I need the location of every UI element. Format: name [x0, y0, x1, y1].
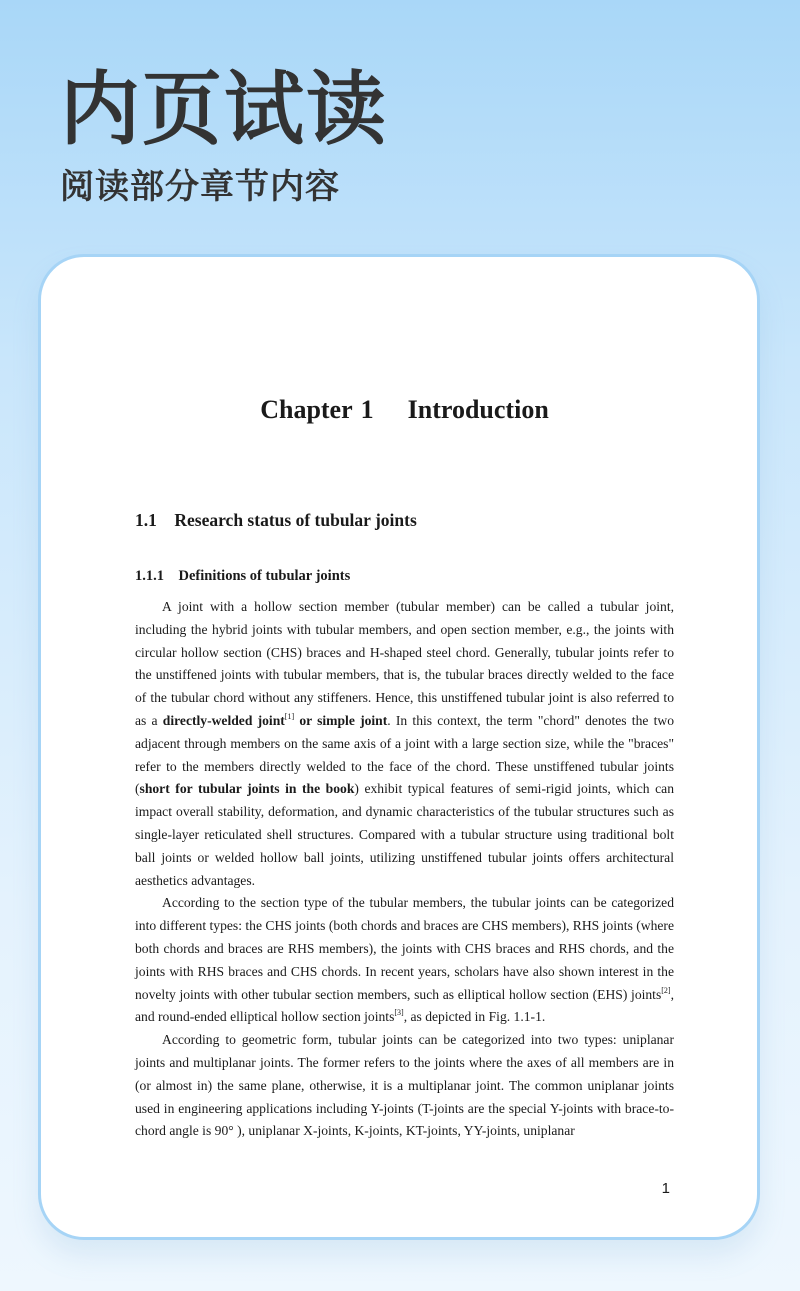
bold-term: short for tubular joints in the book: [139, 781, 355, 797]
bold-term: or simple joint: [294, 712, 388, 728]
citation-ref: [1]: [284, 711, 295, 721]
banner-subtitle: 阅读部分章节内容: [60, 167, 340, 207]
text-run: , as depicted in Fig. 1.1-1.: [403, 1009, 546, 1025]
bold-term: directly-welded joint: [162, 712, 285, 728]
text-run: . In this context, the term "chord" denotes the two adjacent through members on the same axis of a joint with a large section size, while the "braces" refer to the members directly welded to the face of the chord. These unstiffened tubular joints (: [135, 712, 675, 797]
chapter-title: Chapter 1 Introduction: [260, 395, 549, 424]
text-run: ) exhibit typical features of semi-rigid joints, which can impact overall stability, deformation, and dynamic characteristics of the tubular structures such as single-layer reticulated shell structures. Compared with a tubular structure using traditional bolt ball joints or welded hollow ball joints, utilizing unstiffened tubular joints offers architectural aesthetics advantages.: [135, 781, 674, 888]
body-text: [135, 596, 674, 1143]
paragraph: [135, 892, 674, 1029]
text-run: A joint with a hollow section member (tubular member) can be called a tubular joint, including the hybrid joints with tubular members, and open section member, e.g., the joints with circular hollow section (CHS) braces and H-shaped steel chord. Generally, tubular joints refer to the unstiffened joints with tubular members, that is, the tubular braces directly welded to the face of the tubular chord without any stiffeners. Hence, this unstiffened tubular joint is also referred to as a: [135, 599, 674, 728]
citation-ref: [3]: [394, 1008, 404, 1018]
subsection-title: 1.1.1 Definitions of tubular joints: [135, 568, 351, 584]
text-run: According to the section type of the tubular members, the tubular joints can be categorized into different types: the CHS joints (both chords and braces are CHS members), RHS joints (where both chords and braces are RHS members), the joints with CHS braces and RHS chords, and the joints with RHS braces and CHS chords. In recent years, scholars have also shown interest in the novelty joints with other tubular section members, such as elliptical hollow section (EHS) joints: [135, 895, 674, 1002]
paragraph: [135, 596, 674, 892]
citation-ref: [2]: [661, 985, 671, 995]
section-title: 1.1 Research status of tubular joints: [135, 510, 417, 530]
banner-title: 内页试读: [60, 63, 388, 156]
paragraph: [135, 1029, 674, 1143]
text-run: , and round-ended elliptical hollow section joints: [135, 986, 674, 1025]
promo-banner: [60, 62, 388, 208]
text-run: According to geometric form, tubular joints can be categorized into two types: uniplanar joints and multiplanar joints. The former refers to the joints where the axes of all members are in (or almost in) the same plane, otherwise, it is a multiplanar joint. The common uniplanar joints used in engineering applications including Y-joints (T-joints are the special Y-joints with brace-to-chord angle is 90° ), uniplanar X-joints, K-joints, KT-joints, YY-joints, uniplanar: [135, 1032, 674, 1139]
page-number: 1: [661, 1180, 670, 1197]
book-page: [135, 380, 675, 1139]
